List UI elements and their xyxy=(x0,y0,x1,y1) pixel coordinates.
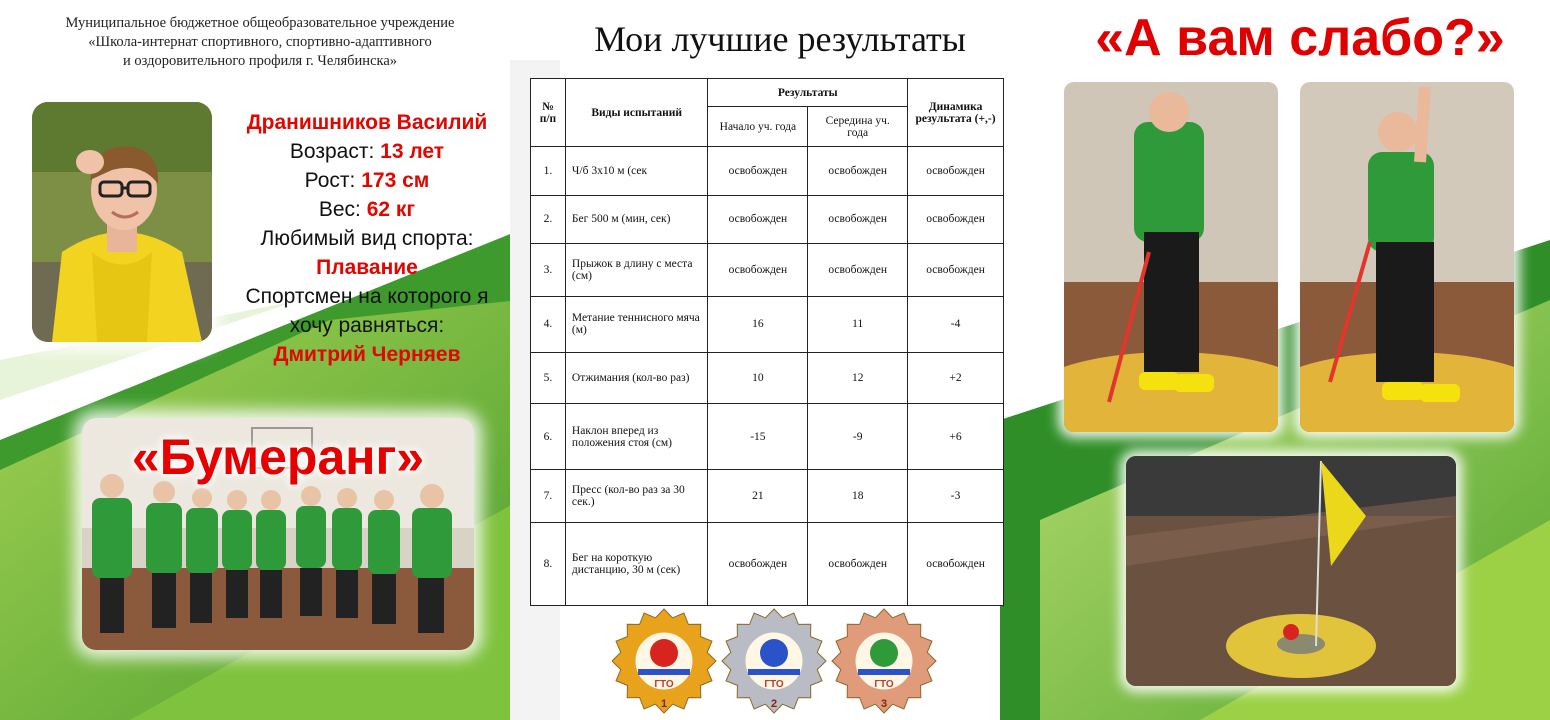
row-middle: освобожден xyxy=(808,147,908,196)
table-row xyxy=(531,470,1004,523)
row-num: 4. xyxy=(531,296,566,353)
student-portrait xyxy=(32,102,212,342)
row-start: 21 xyxy=(708,470,808,523)
header-middle: Середина уч. года xyxy=(808,107,908,147)
row-dynamics: освобожден xyxy=(908,523,1004,606)
row-middle: -9 xyxy=(808,403,908,470)
row-test: Пресс (кол-во раз за 30 сек.) xyxy=(565,470,708,523)
school-line-2: «Школа-интернат спортивного, спортивно-адаптивного xyxy=(88,34,432,50)
row-dynamics: освобожден xyxy=(908,195,1004,244)
row-test: Бег на короткую дистанцию, 30 м (сек) xyxy=(565,523,708,606)
table-row xyxy=(531,353,1004,404)
row-test: Наклон вперед из положения стоя (см) xyxy=(565,403,708,470)
row-start: освобожден xyxy=(708,195,808,244)
results-title: Мои лучшие результаты xyxy=(594,19,966,59)
row-test: Метание теннисного мяча (м) xyxy=(565,296,708,353)
row-num: 5. xyxy=(531,353,566,404)
weight-row xyxy=(222,195,512,224)
row-num: 2. xyxy=(531,195,566,244)
gto-medals xyxy=(612,605,942,717)
sport-value: Плавание xyxy=(316,256,418,279)
row-middle: освобожден xyxy=(808,523,908,606)
header-start: Начало уч. года xyxy=(708,107,808,147)
row-test: Отжимания (кол-во раз) xyxy=(565,353,708,404)
table-row xyxy=(531,403,1004,470)
golf-photo-2 xyxy=(1300,82,1514,432)
student-name: Дранишников Василий xyxy=(246,111,488,134)
results-table xyxy=(530,78,1004,606)
role-model-label-1: Спортсмен на которого я xyxy=(245,285,489,308)
golf-photo-1 xyxy=(1064,82,1278,432)
row-start: -15 xyxy=(708,403,808,470)
header-num: № п/п xyxy=(531,79,566,147)
row-start: освобожден xyxy=(708,523,808,606)
role-model-value: Дмитрий Черняев xyxy=(273,343,461,366)
header-test: Виды испытаний xyxy=(565,79,708,147)
row-middle: 12 xyxy=(808,353,908,404)
row-test: Ч/б 3х10 м (сек xyxy=(565,147,708,196)
table-row xyxy=(531,296,1004,353)
golf-flag-photo xyxy=(1126,456,1456,686)
row-num: 7. xyxy=(531,470,566,523)
medal-label: ГТО xyxy=(764,679,784,690)
row-num: 6. xyxy=(531,403,566,470)
table-row xyxy=(531,244,1004,297)
row-middle: освобожден xyxy=(808,195,908,244)
height-value: 173 см xyxy=(361,169,430,192)
header-dynamics: Динамика результата (+,-) xyxy=(908,79,1004,147)
table-row xyxy=(531,147,1004,196)
height-label: Рост: xyxy=(304,169,362,192)
role-model-label-2: хочу равняться: xyxy=(289,314,445,337)
weight-label: Вес: xyxy=(318,198,367,221)
row-dynamics: -3 xyxy=(908,470,1004,523)
gto-medal-1 xyxy=(612,609,716,713)
row-num: 3. xyxy=(531,244,566,297)
row-middle: освобожден xyxy=(808,244,908,297)
team-title: «Бумеранг» xyxy=(131,429,425,485)
row-start: освобожден xyxy=(708,147,808,196)
row-middle: 11 xyxy=(808,296,908,353)
row-num: 1. xyxy=(531,147,566,196)
row-dynamics: -4 xyxy=(908,296,1004,353)
table-row xyxy=(531,523,1004,606)
gto-medal-2 xyxy=(722,609,826,713)
weight-value: 62 кг xyxy=(366,198,416,221)
row-start: освобожден xyxy=(708,244,808,297)
slogan: «А вам слабо?» xyxy=(1095,9,1505,67)
header-results: Результаты xyxy=(708,79,908,107)
sport-label: Любимый вид спорта: xyxy=(260,227,474,250)
row-test: Бег 500 м (мин, сек) xyxy=(565,195,708,244)
medal-label: ГТО xyxy=(874,679,894,690)
student-info xyxy=(222,108,512,369)
row-dynamics: освобожден xyxy=(908,244,1004,297)
medal-number: 3 xyxy=(880,698,888,710)
row-start: 16 xyxy=(708,296,808,353)
age-row xyxy=(222,137,512,166)
school-line-1: Муниципальное бюджетное общеобразовательное учреждение xyxy=(65,15,455,31)
medal-number: 2 xyxy=(770,698,778,710)
school-line-3: и оздоровительного профиля г. Челябинска» xyxy=(122,53,398,69)
gto-medal-3 xyxy=(832,609,936,713)
row-test: Прыжок в длину с места (см) xyxy=(565,244,708,297)
medal-number: 1 xyxy=(660,698,668,710)
age-label: Возраст: xyxy=(289,140,381,163)
row-dynamics: +2 xyxy=(908,353,1004,404)
row-num: 8. xyxy=(531,523,566,606)
school-header xyxy=(0,14,520,71)
row-start: 10 xyxy=(708,353,808,404)
row-dynamics: +6 xyxy=(908,403,1004,470)
medal-label: ГТО xyxy=(654,679,674,690)
row-dynamics: освобожден xyxy=(908,147,1004,196)
age-value: 13 лет xyxy=(380,140,445,163)
height-row xyxy=(222,166,512,195)
row-middle: 18 xyxy=(808,470,908,523)
table-row xyxy=(531,195,1004,244)
